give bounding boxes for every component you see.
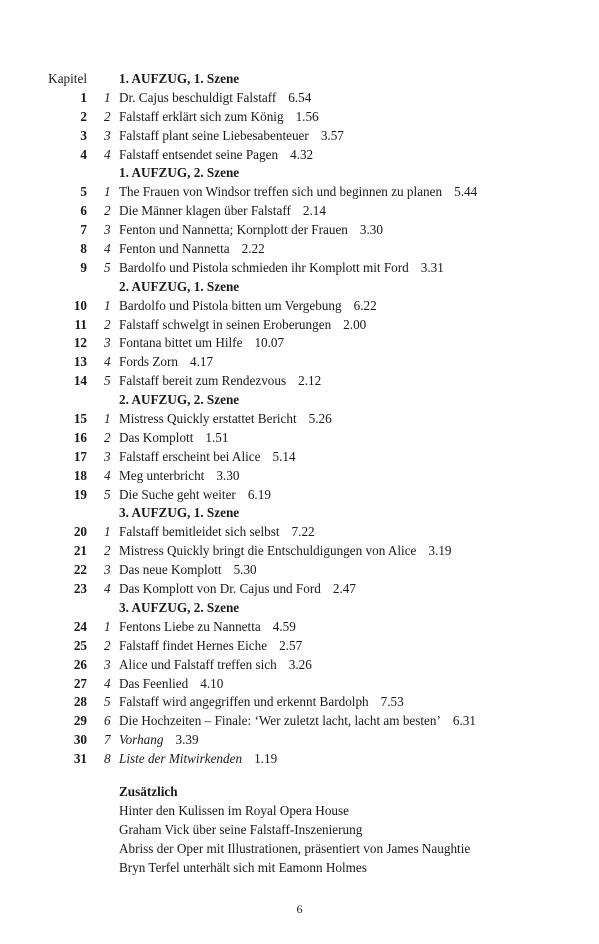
- entry-duration: 4.32: [290, 146, 314, 162]
- entry-duration: 6.22: [353, 297, 377, 313]
- chapter-number: 28: [73, 694, 87, 710]
- entry-title: Bardolfo und Pistola schmieden ihr Komplott mit Ford: [119, 259, 409, 275]
- entry-duration: 4.17: [189, 354, 214, 370]
- toc-entry: [0, 89, 599, 108]
- entry-title-group: [119, 467, 239, 486]
- chapter-number: 25: [73, 637, 87, 653]
- kapitel-label: Kapitel: [48, 71, 87, 86]
- scene-track-number: 1: [104, 89, 111, 105]
- section-heading-row: [0, 164, 599, 183]
- extras-item: Hinter den Kulissen im Royal Opera House: [119, 802, 350, 818]
- toc-rows: [0, 89, 599, 769]
- toc-entry: [0, 467, 599, 486]
- chapter-number: 18: [73, 467, 87, 483]
- entry-title: Falstaff bemitleidet sich selbst: [119, 524, 280, 540]
- extras-heading: Zusätzlich: [119, 784, 178, 799]
- entry-title-group: [119, 410, 332, 429]
- entry-title: Falstaff wird angegriffen und erkennt Bardolph: [119, 694, 369, 710]
- chapter-number: 11: [74, 316, 87, 332]
- entry-duration: 3.57: [320, 127, 344, 143]
- entry-duration: 5.26: [308, 411, 332, 427]
- entry-title: Fords Zorn: [119, 354, 178, 370]
- entry-title: Die Männer klagen über Falstaff: [119, 203, 291, 219]
- toc-entry: [0, 353, 599, 372]
- entry-title-group: [119, 486, 271, 505]
- extras-item: Abriss der Oper mit Illustrationen, präsentiert von James Naughtie: [119, 840, 471, 856]
- entry-duration: 5.44: [454, 184, 478, 200]
- entry-duration: 3.19: [428, 543, 452, 559]
- chapter-number: 7: [80, 222, 87, 238]
- scene-track-number: 8: [104, 751, 111, 767]
- entry-title-group: [119, 542, 452, 561]
- entry-title: Bardolfo und Pistola bitten um Vergebung: [119, 297, 342, 313]
- chapter-number: 13: [73, 354, 87, 370]
- entry-duration: 2.12: [298, 373, 322, 389]
- chapter-number: 3: [80, 127, 87, 143]
- chapter-number: 22: [73, 562, 87, 578]
- entry-title-group: [119, 429, 228, 448]
- entry-duration: 3.30: [359, 222, 383, 238]
- scene-track-number: 5: [104, 373, 111, 389]
- entry-title-group: [119, 316, 366, 335]
- scene-track-number: 3: [104, 656, 111, 672]
- entry-title: The Frauen von Windsor treffen sich und beginnen zu planen: [119, 184, 443, 200]
- entry-title: Fenton und Nannetta: [119, 241, 230, 257]
- entry-title-group: [119, 259, 444, 278]
- entry-title: Falstaff entsendet seine Pagen: [119, 146, 279, 162]
- scene-track-number: 3: [104, 335, 111, 351]
- entry-title-group: [119, 146, 313, 165]
- scene-track-number: 3: [104, 562, 111, 578]
- chapter-number: 24: [73, 618, 87, 634]
- entry-title: Meg unterbricht: [119, 467, 205, 483]
- entry-duration: 7.22: [291, 524, 315, 540]
- scene-track-number: 2: [104, 316, 111, 332]
- chapter-number: 16: [73, 429, 87, 445]
- entry-title-group: [119, 750, 277, 769]
- entry-title: Das Komplott von Dr. Cajus und Ford: [119, 581, 321, 597]
- chapter-number: 31: [73, 751, 87, 767]
- entry-title-group: [119, 523, 315, 542]
- scene-track-number: 1: [104, 184, 111, 200]
- entry-duration: 6.19: [247, 486, 271, 502]
- toc-entry: [0, 127, 599, 146]
- chapter-number: 19: [73, 486, 87, 502]
- toc-entry: [0, 146, 599, 165]
- entry-title-group: [119, 637, 302, 656]
- toc-entry: [0, 448, 599, 467]
- entry-title-group: [119, 221, 383, 240]
- entry-title-group: [119, 580, 356, 599]
- section-heading: 2. AUFZUG, 1. Szene: [119, 278, 240, 294]
- entry-title: Fentons Liebe zu Nannetta: [119, 618, 261, 634]
- toc-entry: [0, 675, 599, 694]
- entry-title: Fenton und Nannetta; Kornplott der Frauen: [119, 222, 348, 238]
- chapter-number: 26: [73, 656, 87, 672]
- scene-track-number: 2: [104, 429, 111, 445]
- scene-track-number: 4: [104, 354, 111, 370]
- toc-entry: [0, 316, 599, 335]
- toc-entry: [0, 297, 599, 316]
- entry-title: Falstaff plant seine Liebesabenteuer: [119, 127, 309, 143]
- section-heading: 3. AUFZUG, 1. Szene: [119, 505, 240, 521]
- entry-title: Dr. Cajus beschuldigt Falstaff: [119, 89, 277, 105]
- entry-duration: 6.54: [288, 89, 312, 105]
- entry-title: Fontana bittet um Hilfe: [119, 335, 243, 351]
- entry-duration: 1.19: [254, 751, 278, 767]
- entry-title: Falstaff erscheint bei Alice: [119, 448, 261, 464]
- table-of-contents: [0, 70, 599, 769]
- entry-title: Falstaff findet Hernes Eiche: [119, 637, 268, 653]
- toc-entry: [0, 202, 599, 221]
- extras-list: [119, 802, 470, 878]
- entry-duration: 2.14: [302, 203, 326, 219]
- entry-title-group: [119, 334, 284, 353]
- chapter-number: 8: [80, 241, 87, 257]
- entry-duration: 2.00: [343, 316, 367, 332]
- toc-entry: [0, 486, 599, 505]
- entry-duration: 1.56: [295, 108, 319, 124]
- entry-title: Mistress Quickly bringt die Entschuldigungen von Alice: [119, 543, 417, 559]
- scene-track-number: 3: [104, 222, 111, 238]
- scene-track-number: 4: [104, 146, 111, 162]
- entry-title: Falstaff schwelgt in seinen Eroberungen: [119, 316, 332, 332]
- entry-duration: 10.07: [254, 335, 285, 351]
- chapter-number: 23: [73, 581, 87, 597]
- entry-title: Falstaff bereit zum Rendezvous: [119, 373, 287, 389]
- chapter-number: 30: [73, 732, 87, 748]
- entry-title-group: [119, 89, 311, 108]
- extras-item: Bryn Terfel unterhält sich mit Eamonn Holmes: [119, 859, 367, 875]
- entry-title-group: [119, 108, 319, 127]
- entry-duration: 3.26: [288, 656, 312, 672]
- section-heading-row: [0, 504, 599, 523]
- entry-title-group: [119, 712, 476, 731]
- toc-entry: [0, 618, 599, 637]
- scene-track-number: 6: [104, 713, 111, 729]
- toc-entry: [0, 712, 599, 731]
- section-heading: 3. AUFZUG, 2. Szene: [119, 599, 240, 615]
- toc-entry: [0, 523, 599, 542]
- entry-title: Vorhang: [119, 732, 164, 748]
- entry-duration: 6.31: [452, 713, 476, 729]
- chapter-number: 21: [73, 543, 87, 559]
- toc-entry: [0, 183, 599, 202]
- chapter-number: 1: [80, 89, 87, 105]
- toc-entry: [0, 561, 599, 580]
- entry-title-group: [119, 656, 312, 675]
- entry-duration: 2.47: [332, 581, 356, 597]
- entry-title-group: [119, 353, 213, 372]
- toc-entry: [0, 656, 599, 675]
- entry-duration: 4.59: [272, 618, 296, 634]
- chapter-number: 5: [80, 184, 87, 200]
- chapter-number: 6: [80, 203, 87, 219]
- scene-track-number: 5: [104, 259, 111, 275]
- scene-track-number: 2: [104, 637, 111, 653]
- entry-duration: 3.31: [420, 259, 444, 275]
- entry-title-group: [119, 372, 321, 391]
- entry-title: Liste der Mitwirkenden: [119, 751, 243, 767]
- entry-title: Das Komplott: [119, 429, 194, 445]
- scene-track-number: 5: [104, 486, 111, 502]
- entry-title: Die Hochzeiten – Finale: ‘Wer zuletzt lacht, lacht am besten’: [119, 713, 441, 729]
- entry-title-group: [119, 448, 296, 467]
- toc-entry: [0, 429, 599, 448]
- entry-title-group: [119, 297, 377, 316]
- section-heading-row: [0, 391, 599, 410]
- scene-track-number: 1: [104, 411, 111, 427]
- entry-duration: 3.30: [216, 467, 240, 483]
- scene-track-number: 4: [104, 675, 111, 691]
- scene-track-number: 1: [104, 297, 111, 313]
- toc-entry: [0, 108, 599, 127]
- chapter-number: 14: [73, 373, 87, 389]
- entry-duration: 5.30: [233, 562, 257, 578]
- toc-entry: [0, 240, 599, 259]
- entry-title-group: [119, 693, 404, 712]
- toc-entry: [0, 334, 599, 353]
- scene-track-number: 1: [104, 524, 111, 540]
- chapter-number: 17: [73, 448, 87, 464]
- scene-track-number: 4: [104, 467, 111, 483]
- entry-title: Mistress Quickly erstattet Bericht: [119, 411, 297, 427]
- page-number: 6: [296, 902, 303, 916]
- toc-entry: [0, 580, 599, 599]
- chapter-number: 2: [80, 108, 87, 124]
- scene-track-number: 3: [104, 127, 111, 143]
- scene-track-number: 2: [104, 108, 111, 124]
- toc-entry: [0, 410, 599, 429]
- chapter-number: 9: [80, 259, 87, 275]
- scene-track-number: 7: [104, 732, 111, 748]
- section-heading-row: [0, 599, 599, 618]
- entry-title-group: [119, 731, 199, 750]
- section-heading: 1. AUFZUG, 1. Szene: [119, 71, 240, 86]
- entry-title: Alice und Falstaff treffen sich: [119, 656, 277, 672]
- entry-title: Das Feenlied: [119, 675, 189, 691]
- toc-entry: [0, 731, 599, 750]
- chapter-number: 12: [73, 335, 87, 351]
- entry-duration: 3.39: [175, 732, 199, 748]
- toc-entry: [0, 259, 599, 278]
- scene-track-number: 2: [104, 543, 111, 559]
- toc-entry: [0, 637, 599, 656]
- toc-entry: [0, 542, 599, 561]
- entry-duration: 1.51: [205, 429, 229, 445]
- toc-header-row: [0, 70, 599, 89]
- chapter-number: 27: [73, 675, 87, 691]
- chapter-number: 15: [73, 411, 87, 427]
- entry-title-group: [119, 183, 477, 202]
- section-heading: 1. AUFZUG, 2. Szene: [119, 165, 240, 181]
- scene-track-number: 4: [104, 241, 111, 257]
- entry-title-group: [119, 202, 326, 221]
- extras-section: [119, 783, 470, 877]
- scene-track-number: 1: [104, 618, 111, 634]
- section-heading: 2. AUFZUG, 2. Szene: [119, 392, 240, 408]
- entry-duration: 2.57: [279, 637, 303, 653]
- toc-entry: [0, 221, 599, 240]
- entry-title: Falstaff erklärt sich zum König: [119, 108, 284, 124]
- scene-track-number: 3: [104, 448, 111, 464]
- entry-title-group: [119, 618, 296, 637]
- toc-entry: [0, 372, 599, 391]
- section-heading-row: [0, 278, 599, 297]
- chapter-number: 4: [80, 146, 87, 162]
- entry-title-group: [119, 240, 265, 259]
- scene-track-number: 5: [104, 694, 111, 710]
- entry-duration: 4.10: [200, 675, 224, 691]
- scene-track-number: 2: [104, 203, 111, 219]
- chapter-number: 20: [73, 524, 87, 540]
- chapter-number: 10: [73, 297, 87, 313]
- scene-track-number: 4: [104, 581, 111, 597]
- entry-title-group: [119, 561, 257, 580]
- entry-title-group: [119, 675, 223, 694]
- chapter-number: 29: [73, 713, 87, 729]
- toc-entry: [0, 750, 599, 769]
- toc-entry: [0, 693, 599, 712]
- entry-title: Die Suche geht weiter: [119, 486, 236, 502]
- entry-duration: 7.53: [380, 694, 404, 710]
- entry-duration: 5.14: [272, 448, 296, 464]
- extras-item: Graham Vick über seine Falstaff-Inszenierung: [119, 821, 363, 837]
- entry-duration: 2.22: [241, 241, 265, 257]
- entry-title: Das neue Komplott: [119, 562, 222, 578]
- entry-title-group: [119, 127, 344, 146]
